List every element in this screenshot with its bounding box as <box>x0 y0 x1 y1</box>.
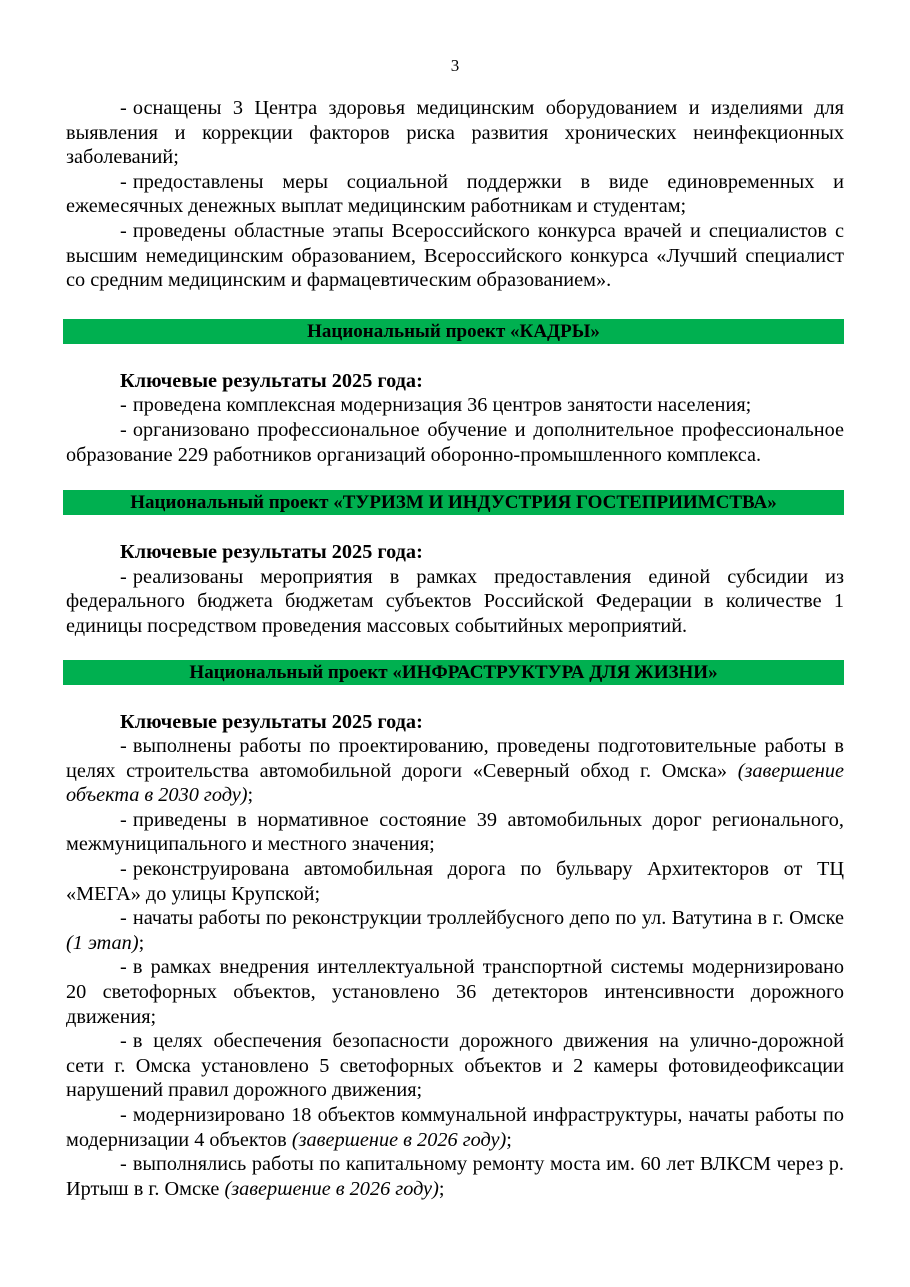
item-text: оснащены 3 Центра здоровья медицинским оборудованием и изделиями для выявления и коррекции факторов риска развития хронических неинфекционных заболеваний; <box>66 97 844 169</box>
dash: - <box>120 956 127 979</box>
list-item <box>66 1029 844 1103</box>
dash: - <box>120 565 127 588</box>
spacer <box>66 515 844 540</box>
item-text: проведена комплексная модернизация 36 центров занятости населения; <box>132 394 752 417</box>
item-note: (завершение в 2026 году) <box>224 1177 439 1200</box>
list-item <box>66 1152 844 1201</box>
section-title-band: Национальный проект «ТУРИЗМ И ИНДУСТРИЯ ГОСТЕПРИИМСТВА» <box>63 490 844 515</box>
spacer <box>66 293 844 319</box>
list-item <box>66 565 844 639</box>
dash: - <box>120 1153 127 1176</box>
section-heading: Ключевые результаты 2025 года: <box>120 369 423 392</box>
dash: - <box>120 808 127 831</box>
list-item <box>66 808 844 857</box>
list-item <box>66 1103 844 1152</box>
dash: - <box>120 97 127 119</box>
dash: - <box>120 735 127 758</box>
section-heading: Ключевые результаты 2025 года: <box>120 541 423 564</box>
dash: - <box>120 219 127 242</box>
list-item <box>66 96 844 170</box>
item-text: начаты работы по реконструкции троллейбусного депо по ул. Ватутина в г. Омске <box>132 907 844 930</box>
item-text: организовано профессиональное обучение и дополнительное профессиональное образование 229 работников организаций оборонно-промышленного комплекса. <box>66 418 844 466</box>
item-text: реконструирована автомобильная дорога по бульвару Архитекторов от ТЦ «МЕГА» до улицы Крупской; <box>66 858 844 905</box>
item-note: (1 этап) <box>66 931 139 954</box>
item-text: проведены областные этапы Всероссийского конкурса врачей и специалистов с высшим немедицинским образованием, Всероссийского конкурса «Лучший специалист со средним медицинским и фармацевтическим образованием». <box>66 219 844 292</box>
item-text: модернизировано 18 объектов коммунальной инфраструктуры, начаты работы по модернизации 4 объектов <box>66 1104 844 1151</box>
item-text: в целях обеспечения безопасности дорожного движения на улично-дорожной сети г. Омска установлено 5 светофорных объектов и 2 камеры фотовидеофиксации нарушений правил дорожного движения; <box>66 1030 844 1102</box>
page-number: 3 <box>450 56 460 75</box>
list-item <box>66 955 844 1029</box>
item-tail: ; <box>247 784 254 807</box>
item-note: (завершение в 2026 году) <box>291 1128 507 1151</box>
section-heading: Ключевые результаты 2025 года: <box>120 710 423 733</box>
list-item <box>66 219 844 293</box>
dash: - <box>120 1030 127 1053</box>
item-text: в рамках внедрения интеллектуальной транспортной системы модернизировано 20 светофорных объектов, установлено 36 детекторов интенсивности дорожного движения; <box>66 956 844 1028</box>
list-item <box>66 734 844 808</box>
item-tail: ; <box>438 1177 445 1200</box>
list-item <box>66 170 844 219</box>
section-title-band: Национальный проект «ИНФРАСТРУКТУРА ДЛЯ ЖИЗНИ» <box>63 660 844 685</box>
dash: - <box>120 418 127 441</box>
item-tail: ; <box>506 1128 512 1151</box>
list-item <box>66 418 844 467</box>
dash: - <box>120 394 127 417</box>
spacer <box>66 467 844 490</box>
item-text: реализованы мероприятия в рамках предоставления единой субсидии из федерального бюджета бюджетам субъектов Российской Федерации в количестве 1 единицы посредством проведения массовых событийных мероприятий. <box>66 565 844 637</box>
dash: - <box>120 858 127 881</box>
dash: - <box>120 170 127 193</box>
spacer <box>66 685 844 710</box>
list-item <box>66 906 844 955</box>
item-text: выполнены работы по проектированию, проведены подготовительные работы в целях строительства автомобильной дороги «Северный обход г. Омска» <box>66 735 844 782</box>
section-title-band: Национальный проект «КАДРЫ» <box>63 319 844 344</box>
list-item <box>66 857 844 906</box>
dash: - <box>120 1104 127 1126</box>
item-text: выполнялись работы по капитальному ремонту моста им. 60 лет ВЛКСМ через р. Иртыш в г. Омске <box>66 1153 844 1200</box>
item-text: предоставлены меры социальной поддержки в виде единовременных и ежемесячных денежных выплат медицинским работникам и студентам; <box>66 170 844 218</box>
item-note: (завершение объекта в 2030 году) <box>66 759 844 807</box>
list-item <box>66 393 844 418</box>
spacer <box>66 344 844 369</box>
dash: - <box>120 907 127 930</box>
spacer <box>66 639 844 660</box>
item-tail: ; <box>138 931 145 954</box>
page-content <box>66 96 844 1201</box>
item-text: приведены в нормативное состояние 39 автомобильных дорог регионального, межмуниципального и местного значения; <box>66 808 844 856</box>
